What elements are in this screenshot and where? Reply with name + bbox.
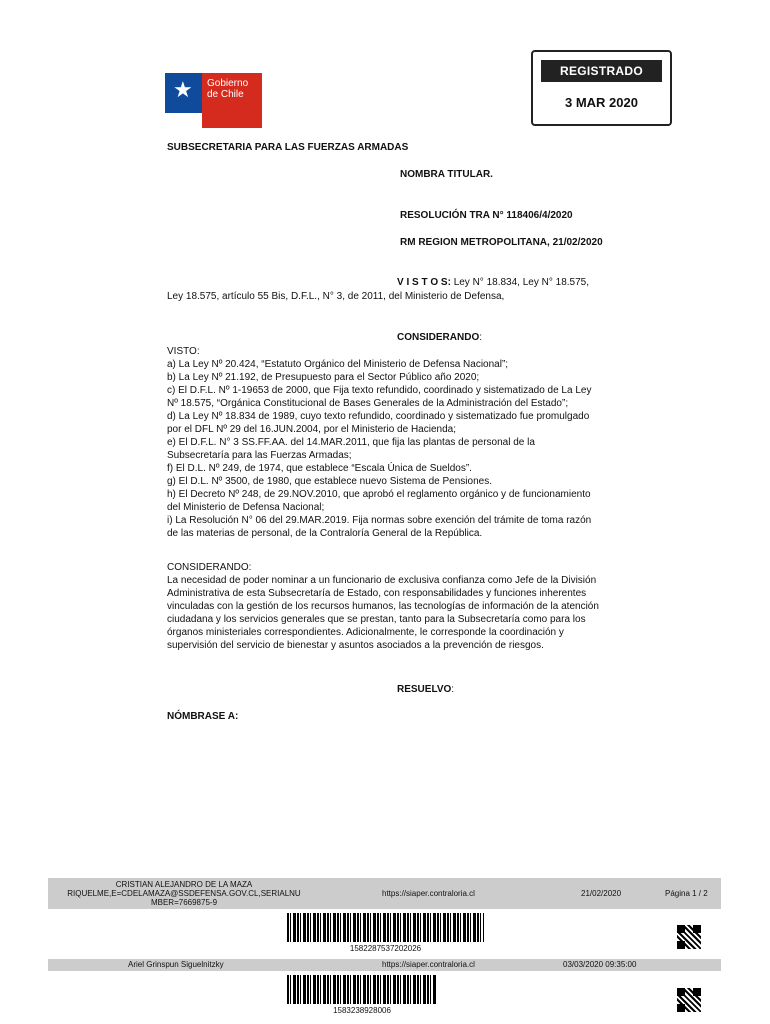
stamp-date: 3 MAR 2020 — [565, 95, 638, 110]
vistos-text: Ley N° 18.834, Ley N° 18.575, — [453, 277, 589, 288]
place-date: RM REGION METROPOLITANA, 21/02/2020 — [400, 237, 603, 248]
department-title: SUBSECRETARIA PARA LAS FUERZAS ARMADAS — [167, 142, 409, 153]
list-item: i) La Resolución N° 06 del 29.MAR.2019. Fija normas sobre exención del trámite de toma razón — [167, 515, 592, 526]
coat-of-arms-icon: ★ — [173, 77, 193, 102]
stamp-label: REGISTRADO — [541, 60, 662, 82]
list-item: Nº 18.575, “Orgánica Constitucional de Bases Generales de la Administración del Estado”; — [167, 398, 569, 409]
signature-band-2 — [48, 959, 721, 971]
vistos-line1 — [397, 277, 589, 288]
list-item: g) El D.L. Nº 3500, de 1980, que establece nuevo Sistema de Pensiones. — [167, 476, 492, 487]
barcode-1 — [287, 913, 484, 942]
list-item: d) La Ley Nº 18.834 de 1989, cuyo texto refundido, coordinado y sistematizado fue promulgado — [167, 411, 590, 422]
list-item: h) El Decreto Nº 248, de 29.NOV.2010, que aprobó el reglamento orgánico y de funcionamiento — [167, 489, 591, 500]
list-item: por el DFL Nº 29 del 16.JUN.2004, por el Ministerio de Hacienda; — [167, 424, 456, 435]
list-item: vinculadas con la gestión de los recursos humanos, las tecnologías de información de la atención — [167, 601, 599, 612]
vistos-label: V I S T O S: — [397, 277, 451, 288]
barcode-number-1: 1582287537202026 — [349, 944, 422, 953]
list-item: del Ministerio de Defensa Nacional; — [167, 502, 325, 513]
list-item: e) El D.F.L. N° 3 SS.FF.AA. del 14.MAR.2011, que fija las plantas de personal de la — [167, 437, 535, 448]
resuelvo-heading: RESUELVO: — [397, 684, 455, 695]
verification-url[interactable]: https://siaper.contraloria.cl — [382, 889, 475, 898]
nombrase-heading: NÓMBRASE A: — [167, 711, 239, 722]
list-item: Administrativa de esta Subsecretaría de Estado, con responsabilidades y funciones inherentes — [167, 588, 587, 599]
list-item: supervisión del servicio de bienestar y asuntos asociados a la prevención de riesgos. — [167, 640, 544, 651]
list-item: ciudadana y los servicios generales que se prestan, tanto para la Subsecretaría como para los — [167, 614, 586, 625]
list-item: VISTO: — [167, 346, 200, 357]
barcode-number-2: 1583238928006 — [333, 1006, 391, 1015]
visto-list — [167, 345, 607, 540]
list-item: f) El D.L. Nº 249, de 1974, que establece “Escala Única de Sueldos”. — [167, 463, 472, 474]
signer-name: Ariel Grinspun Siguelnitzky — [128, 960, 224, 969]
signer-info: CRISTIAN ALEJANDRO DE LA MAZA RIQUELME,E=CDELAMAZA@SSDEFENSA.GOV.CL,SERIALNU MBER=7669875-9 — [67, 880, 301, 907]
page-number: Página 1 / 2 — [665, 889, 708, 898]
barcode-2 — [287, 975, 437, 1004]
list-item: de las materias de personal, de la Contraloría General de la República. — [167, 528, 483, 539]
signature-band-1 — [48, 878, 721, 909]
signature-date: 21/02/2020 — [581, 889, 622, 898]
resolution-number: RESOLUCIÓN TRA N° 118406/4/2020 — [400, 210, 573, 221]
logo-line2: de Chile — [207, 89, 244, 100]
list-item: La necesidad de poder nominar a un funcionario de exclusiva confianza como Jefe de la División — [167, 575, 597, 586]
list-item: órganos ministeriales correspondientes. Adicionalmente, le corresponde la coordinación y — [167, 627, 564, 638]
qr-code-2-icon — [677, 988, 701, 1012]
gobierno-de-chile-logo — [165, 73, 262, 128]
list-item: CONSIDERANDO: — [167, 562, 252, 573]
logo-line1: Gobierno — [207, 78, 249, 89]
vistos-line2: Ley 18.575, artículo 55 Bis, D.F.L., N° 3, de 2011, del Ministerio de Defensa, — [167, 291, 505, 302]
list-item: c) El D.F.L. Nº 1-19653 de 2000, que Fija texto refundido, coordinado y sistematizado de La Ley — [167, 385, 592, 396]
signature-datetime: 03/03/2020 09:35:00 — [563, 960, 637, 969]
registered-stamp — [531, 50, 672, 126]
considerando-heading: CONSIDERANDO: — [397, 332, 483, 343]
verification-url-2[interactable]: https://siaper.contraloria.cl — [382, 960, 475, 969]
qr-code-1-icon — [677, 925, 701, 949]
considerando-list — [167, 561, 607, 652]
list-item: b) La Ley Nº 21.192, de Presupuesto para el Sector Público año 2020; — [167, 372, 480, 383]
list-item: a) La Ley Nº 20.424, “Estatuto Orgánico del Ministerio de Defensa Nacional”; — [167, 359, 509, 370]
document-type: NOMBRA TITULAR. — [400, 169, 493, 180]
list-item: Subsecretaría para las Fuerzas Armadas; — [167, 450, 352, 461]
